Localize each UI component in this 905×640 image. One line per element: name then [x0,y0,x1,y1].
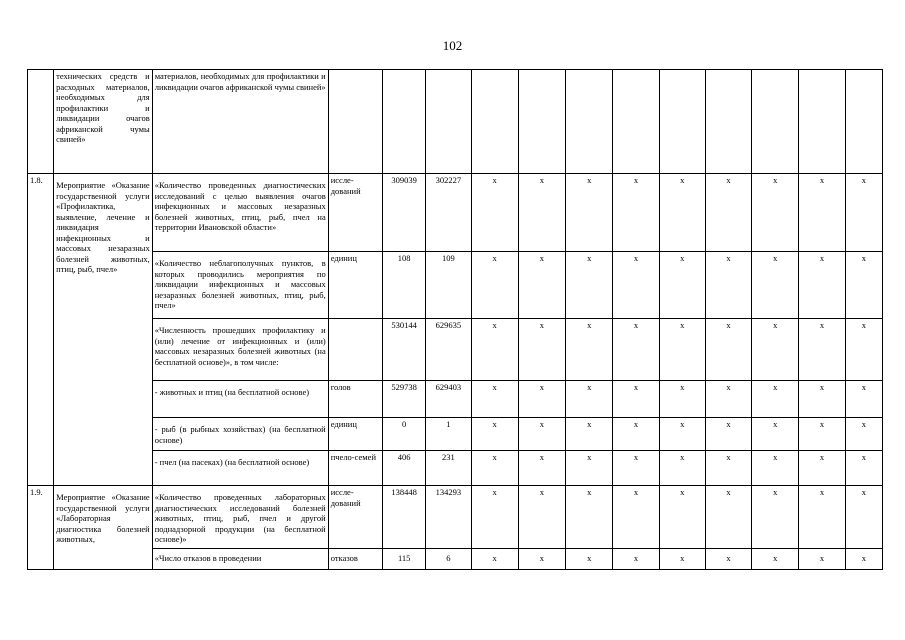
indicator-cell: - рыб (в рыбных хозяйствах) (на бесплатной основе) [152,418,328,451]
mark-cell: х [845,418,882,451]
mark-cell: х [799,381,845,418]
mark-cell: х [613,381,659,418]
value-cell [383,70,426,174]
mark-cell: х [613,252,659,319]
unit-cell: пчело-семей [328,451,382,486]
indicator-table [27,69,883,570]
mark-cell: х [659,418,705,451]
index-cell: 1.8. [28,174,54,486]
mark-cell: х [752,319,799,381]
mark-cell: х [566,549,613,570]
mark-cell: х [845,486,882,549]
mark-cell: х [613,174,659,252]
mark-cell: х [799,549,845,570]
mark-cell: х [705,174,751,252]
mark-cell: х [471,252,518,319]
mark-cell: х [845,174,882,252]
table-row [28,70,883,174]
value-cell: 302227 [426,174,471,252]
activity-cell: Мероприятие «Оказание государственной услуги «Профилактика, выявление, лечение и ликвидация инфекционных и массовых незаразных болезней животных, птиц, рыб, пчел» [54,174,153,486]
mark-cell: х [518,418,565,451]
mark-cell [752,70,799,174]
page-number: 102 [442,38,463,53]
mark-cell: х [613,486,659,549]
value-cell: 406 [383,451,426,486]
mark-cell: х [613,451,659,486]
mark-cell: х [471,381,518,418]
value-cell [426,70,471,174]
mark-cell: х [752,549,799,570]
value-cell: 530144 [383,319,426,381]
mark-cell: х [518,451,565,486]
mark-cell: х [659,549,705,570]
mark-cell: х [518,381,565,418]
index-cell [28,70,54,174]
mark-cell: х [566,418,613,451]
mark-cell: х [471,451,518,486]
indicator-cell: «Количество проведенных лабораторных диагностических исследований болезней животных, птиц, рыб, пчел и другой поднадзорной продукции (на бесплатной основе)» [152,486,328,549]
indicator-cell: - пчел (на пасеках) (на бесплатной основе) [152,451,328,486]
indicator-cell: «Число отказов в проведении [152,549,328,570]
unit-cell: единиц [328,252,382,319]
value-cell: 529738 [383,381,426,418]
indicator-cell: материалов, необходимых для профилактики и ликвидации очагов африканской чумы свиней» [152,70,328,174]
mark-cell: х [566,381,613,418]
mark-cell: х [659,252,705,319]
mark-cell: х [752,174,799,252]
table-row [28,319,883,381]
mark-cell: х [566,319,613,381]
indicator-cell: - животных и птиц (на бесплатной основе) [152,381,328,418]
mark-cell: х [845,549,882,570]
mark-cell: х [705,319,751,381]
mark-cell [659,70,705,174]
table-row [28,451,883,486]
table-row [28,381,883,418]
mark-cell: х [471,486,518,549]
mark-cell: х [752,381,799,418]
table-row [28,549,883,570]
value-cell: 109 [426,252,471,319]
mark-cell [566,70,613,174]
mark-cell: х [518,549,565,570]
mark-cell: х [518,319,565,381]
value-cell: 0 [383,418,426,451]
value-cell: 115 [383,549,426,570]
mark-cell: х [471,174,518,252]
mark-cell: х [659,451,705,486]
table-row [28,418,883,451]
indicator-cell: «Количество проведенных диагностических исследований с целью выявления очагов инфекционных и массовых незаразных болезней животных, птиц, рыб, пчел на территории Ивановской области» [152,174,328,252]
unit-cell [328,70,382,174]
value-cell: 309039 [383,174,426,252]
table-row [28,486,883,549]
activity-cell: Мероприятие «Оказание государственной услуги «Лабораторная диагностика болезней животных, [54,486,153,570]
mark-cell [845,70,882,174]
value-cell: 629635 [426,319,471,381]
mark-cell: х [613,319,659,381]
mark-cell: х [566,451,613,486]
unit-cell: иссле-дований [328,486,382,549]
mark-cell: х [659,174,705,252]
mark-cell: х [566,174,613,252]
mark-cell: х [471,319,518,381]
mark-cell: х [752,486,799,549]
mark-cell: х [845,381,882,418]
mark-cell [471,70,518,174]
mark-cell: х [613,418,659,451]
mark-cell: х [659,486,705,549]
mark-cell: х [799,252,845,319]
mark-cell: х [705,252,751,319]
mark-cell: х [566,252,613,319]
unit-cell: иссле-дований [328,174,382,252]
activity-cell: технических средств и расходных материалов, необходимых для профилактики и ликвидации очагов африканской чумы свиней» [54,70,153,174]
mark-cell: х [566,486,613,549]
mark-cell: х [518,486,565,549]
mark-cell [705,70,751,174]
indicator-cell: «Количество неблагополучных пунктов, в которых проводились мероприятия по ликвидации инфекционных и массовых незаразных болезней животных, птиц, рыб, пчел» [152,252,328,319]
table-row [28,252,883,319]
value-cell: 108 [383,252,426,319]
unit-cell [328,319,382,381]
mark-cell: х [705,549,751,570]
mark-cell: х [752,252,799,319]
mark-cell: х [705,418,751,451]
mark-cell: х [799,451,845,486]
unit-cell: отказов [328,549,382,570]
value-cell: 629403 [426,381,471,418]
mark-cell: х [613,549,659,570]
mark-cell [799,70,845,174]
mark-cell: х [845,252,882,319]
value-cell: 138448 [383,486,426,549]
mark-cell: х [799,319,845,381]
mark-cell: х [845,451,882,486]
mark-cell: х [659,381,705,418]
mark-cell: х [518,252,565,319]
index-cell: 1.9. [28,486,54,570]
value-cell: 231 [426,451,471,486]
unit-cell: единиц [328,418,382,451]
mark-cell: х [705,486,751,549]
value-cell: 1 [426,418,471,451]
mark-cell: х [659,319,705,381]
mark-cell: х [799,174,845,252]
mark-cell: х [705,381,751,418]
mark-cell: х [799,418,845,451]
mark-cell: х [799,486,845,549]
mark-cell: х [518,174,565,252]
unit-cell: голов [328,381,382,418]
value-cell: 134293 [426,486,471,549]
value-cell: 6 [426,549,471,570]
mark-cell: х [471,549,518,570]
mark-cell: х [752,418,799,451]
mark-cell [518,70,565,174]
mark-cell: х [752,451,799,486]
indicator-cell: «Численность прошедших профилактику и (или) лечение от инфекционных и (или) массовых незаразных болезней животных (на бесплатной основе)», в том числе: [152,319,328,381]
mark-cell: х [471,418,518,451]
mark-cell: х [705,451,751,486]
table-row [28,174,883,252]
mark-cell [613,70,659,174]
mark-cell: х [845,319,882,381]
